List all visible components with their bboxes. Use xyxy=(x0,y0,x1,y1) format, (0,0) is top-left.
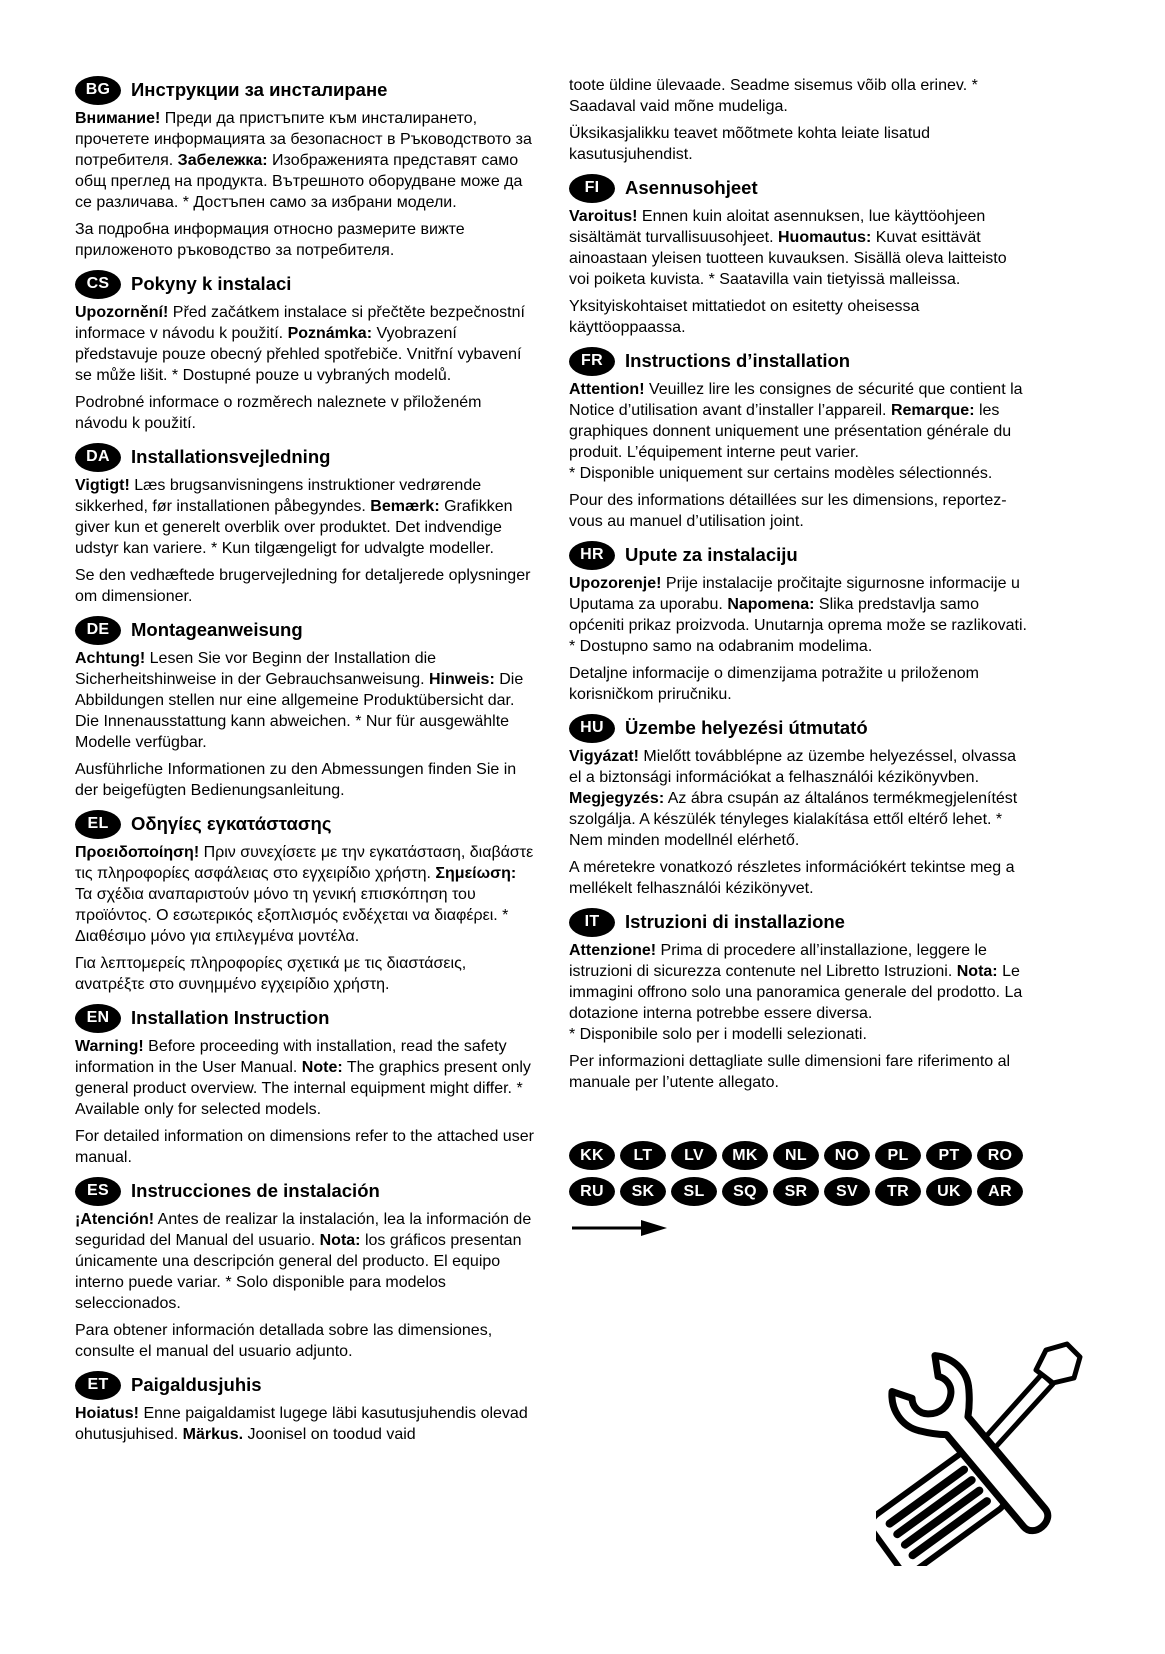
section-fr xyxy=(569,346,1030,532)
section-hr xyxy=(569,540,1030,705)
paragraph: toote üldine ülevaade. Seadme sisemus võib olla erinev. * Saadaval vaid mõne mudeliga. xyxy=(569,77,978,115)
paragraph xyxy=(569,379,1030,463)
section-it xyxy=(569,907,1030,1093)
paragraph: Per informazioni dettagliate sulle dimensioni fare riferimento al manuale per l’utente allegato. xyxy=(569,1053,1011,1091)
text-run: Læs brugsanvisningens instruktioner vedrørende sikkerhed, før installationen påbegyndes. xyxy=(75,477,486,515)
paragraph: * Disponible uniquement sur certains modèles sélectionnés. xyxy=(569,465,993,482)
paragraph: Üksikasjalikku teavet mõõtmete kohta leiate lisatud kasutusjuhendist. xyxy=(569,125,931,163)
text-run: Märkus. xyxy=(182,1426,244,1443)
text-run: Joonisel on toodud vaid xyxy=(243,1426,416,1443)
lang-badge-de-icon: DE xyxy=(75,616,121,645)
section-heading xyxy=(569,713,1030,743)
text-run: Prije instalacije pročitajte sigurnosne informacije u Uputama za uporabu. xyxy=(569,575,1025,613)
paragraph xyxy=(75,302,536,386)
text-run: Upozorenje! xyxy=(569,575,662,592)
lang-badge-no-icon: NO xyxy=(824,1141,870,1170)
section-et-continued xyxy=(569,75,1030,165)
section-es xyxy=(75,1176,536,1362)
text-run: Преди да пристъпите към инсталирането, прочетете информацията за безопасност в Ръководството за потребителя. xyxy=(75,110,537,169)
paragraph: Para obtener información detallada sobre las dimensiones, consulte el manual del usuario adjunto. xyxy=(75,1322,493,1360)
lang-badge-kk-icon: KK xyxy=(569,1141,615,1170)
lang-badge-mk-icon: MK xyxy=(722,1141,768,1170)
section-title: Montageanweisung xyxy=(131,619,303,640)
section-hu xyxy=(569,713,1030,899)
left-column xyxy=(75,75,536,1451)
text-run: Lesen Sie vor Beginn der Installation die Sicherheitshinweise in der Gebrauchsanweisung. xyxy=(75,650,441,688)
section-title: Paigaldusjuhis xyxy=(131,1374,262,1395)
section-title: Οδηγίες εγκατάστασης xyxy=(131,813,332,834)
paragraph xyxy=(569,940,1030,1024)
section-en xyxy=(75,1003,536,1168)
paragraph: Detaljne informacije o dimenzijama potražite u priloženom korisničkom priručniku. xyxy=(569,665,979,703)
text-run: Hinweis: xyxy=(428,671,495,688)
text-run: Veuillez lire les consignes de sécurité que contient la Notice d’utilisation avant d’installer l’appareil. xyxy=(569,381,1027,419)
section-heading xyxy=(569,173,1030,203)
section-title: Asennusohjeet xyxy=(625,177,758,198)
text-run: Remarque: xyxy=(890,402,975,419)
section-heading xyxy=(75,615,536,645)
paragraph: A méretekre vonatkozó részletes információkért tekintse meg a mellékelt felhasználói kézikönyvet. xyxy=(569,859,1015,897)
section-title: Инструкции за инсталиране xyxy=(131,79,388,100)
lang-badge-hr-icon: HR xyxy=(569,541,615,570)
text-run: Mielőtt továbblépne az üzembe helyezéssel, olvassa el a biztonsági információkat a felhasználói kézikönyvben. xyxy=(569,748,1021,786)
text-run: Bemærk: xyxy=(370,498,440,515)
paragraph xyxy=(75,475,536,559)
lang-badge-ru-icon: RU xyxy=(569,1177,615,1206)
other-languages-badges xyxy=(569,1141,1030,1240)
lang-badge-it-icon: IT xyxy=(569,908,615,937)
section-heading xyxy=(569,540,1030,570)
section-title: Pokyny k instalaci xyxy=(131,273,292,294)
text-run: Note: xyxy=(301,1059,343,1076)
text-run: Nota: xyxy=(956,963,998,980)
section-heading xyxy=(75,809,536,839)
text-run: Varoitus! xyxy=(569,208,638,225)
lang-badge-fi-icon: FI xyxy=(569,174,615,203)
section-title: Istruzioni di installazione xyxy=(625,911,845,932)
section-title: Üzembe helyezési útmutató xyxy=(625,717,868,738)
lang-badge-sl-icon: SL xyxy=(671,1177,717,1206)
paragraph: For detailed information on dimensions refer to the attached user manual. xyxy=(75,1128,534,1166)
lang-badge-da-icon: DA xyxy=(75,443,121,472)
paragraph xyxy=(569,206,1030,290)
text-run: Πριν συνεχίσετε με την εγκατάσταση, διαβάστε τις πληροφορίες ασφάλειας στο εγχειρίδιο χρήστη. xyxy=(75,844,538,882)
lang-badge-en-icon: EN xyxy=(75,1004,121,1033)
paragraph: За подробна информация относно размерите вижте приложеното ръководство за потребителя. xyxy=(75,221,465,259)
lang-badge-hu-icon: HU xyxy=(569,714,615,743)
text-run: Warning! xyxy=(75,1038,144,1055)
badge-row-1 xyxy=(569,1141,1030,1170)
text-run: Grafikken giver kun et generelt overblik over produktet. Det indvendige udstyr kan variere. * Kun tilgængeligt for udvalgte modeller. xyxy=(75,498,518,557)
right-arrow-icon xyxy=(571,1216,1030,1240)
text-run: Die Abbildungen stellen nur eine allgemeine Produktübersicht dar. Die Innenausstattung kann abweichen. * Nur für ausgewählte Modelle verfügbar. xyxy=(75,671,527,751)
paragraph: * Disponibile solo per i modelli selezionati. xyxy=(569,1026,867,1043)
section-heading xyxy=(75,442,536,472)
lang-badge-ro-icon: RO xyxy=(977,1141,1023,1170)
text-run: Hoiatus! xyxy=(75,1405,139,1422)
paragraph xyxy=(569,573,1030,657)
paragraph xyxy=(75,1036,536,1120)
paragraph xyxy=(75,1403,536,1445)
lang-badge-es-icon: ES xyxy=(75,1177,121,1206)
text-run: Upozornění! xyxy=(75,304,169,321)
text-run: Vigtigt! xyxy=(75,477,130,494)
text-run: Le immagini offrono solo una panoramica generale del prodotto. La dotazione interna potrebbe essere diversa. xyxy=(569,963,1027,1022)
text-run: Ennen kuin aloitat asennuksen, lue käyttöohjeen sisältämät turvallisuusohjeet. xyxy=(569,208,990,246)
section-title: Instrucciones de instalación xyxy=(131,1180,380,1201)
text-run: Enne paigaldamist lugege läbi kasutusjuhendis olevad ohutusjuhised. xyxy=(75,1405,533,1443)
paragraph: Pour des informations détaillées sur les dimensions, reportez-vous au manuel d’utilisation joint. xyxy=(569,492,1007,530)
lang-badge-uk-icon: UK xyxy=(926,1177,972,1206)
paragraph xyxy=(75,648,536,753)
text-run: Σημείωση: xyxy=(435,865,517,882)
text-run: Τα σχέδια αναπαριστούν μόνο τη γενική επισκόπηση του προϊόντος. Ο εσωτερικός εξοπλισμός ενδέχεται να διαφέρει. * Διαθέσιμο μόνο για επιλεγμένα μοντέλα. xyxy=(75,865,521,945)
section-title: Installation Instruction xyxy=(131,1007,330,1028)
text-run: Before proceeding with installation, read the safety information in the User Manual. xyxy=(75,1038,512,1076)
lang-badge-ar-icon: AR xyxy=(977,1177,1023,1206)
lang-badge-fr-icon: FR xyxy=(569,347,615,376)
text-run: Внимание! xyxy=(75,110,161,127)
text-run: Poznámka: xyxy=(287,325,373,342)
section-heading xyxy=(75,1003,536,1033)
right-column xyxy=(569,75,1030,1451)
text-run: Изображенията представят само общ преглед на продукта. Вътрешното оборудване може да се различава. * Достъпен само за избрани модели. xyxy=(75,152,527,211)
lang-badge-pl-icon: PL xyxy=(875,1141,921,1170)
text-run: Vyobrazení představuje pouze obecný přehled spotřebiče. Vnitřní vybavení se může lišit. * Dostupné pouze u vybraných modelů. xyxy=(75,325,526,384)
lang-badge-bg-icon: BG xyxy=(75,76,121,105)
lang-badge-pt-icon: PT xyxy=(926,1141,972,1170)
text-run: Antes de realizar la instalación, lea la información de seguridad del Manual del usuario. xyxy=(75,1211,536,1249)
text-run: Před začátkem instalace si přečtěte bezpečnostní informace v návodu k použití. xyxy=(75,304,530,342)
section-el xyxy=(75,809,536,995)
lang-badge-sk-icon: SK xyxy=(620,1177,666,1206)
text-run: Prima di procedere all’installazione, leggere le istruzioni di sicurezza contenute nel Libretto Istruzioni. xyxy=(569,942,992,980)
lang-badge-nl-icon: NL xyxy=(773,1141,819,1170)
text-run: Napomena: xyxy=(727,596,815,613)
lang-badge-sr-icon: SR xyxy=(773,1177,819,1206)
section-heading xyxy=(75,1176,536,1206)
section-da xyxy=(75,442,536,607)
text-run: Az ábra csupán az általános termékmegjelenítést szolgálja. A készülék tényleges kialakítása ettől eltérő lehet. * Nem minden modellnél elérhető. xyxy=(569,790,1022,849)
section-heading xyxy=(569,907,1030,937)
paragraph: Podrobné informace o rozměrech naleznete v přiloženém návodu k použití. xyxy=(75,394,482,432)
paragraph xyxy=(75,1209,536,1314)
text-run: los gráficos presentan únicamente una descripción general del producto. El equipo interno puede variar. * Solo disponible para modelos seleccionados. xyxy=(75,1232,526,1312)
paragraph: Se den vedhæftede brugervejledning for detaljerede oplysninger om dimensioner. xyxy=(75,567,531,605)
lang-badge-sv-icon: SV xyxy=(824,1177,870,1206)
lang-badge-el-icon: EL xyxy=(75,810,121,839)
text-run: Kuvat esittävät ainoastaan yleisen tuotteen kuvauksen. Sisällä oleva laitteisto voi poiketa kuvista. * Saatavilla vain tietyissä malleissa. xyxy=(569,229,1012,288)
section-heading xyxy=(75,75,536,105)
paragraph xyxy=(569,746,1030,851)
section-title: Installationsvejledning xyxy=(131,446,331,467)
lang-badge-lv-icon: LV xyxy=(671,1141,717,1170)
lang-badge-sq-icon: SQ xyxy=(722,1177,768,1206)
paragraph: Yksityiskohtaiset mittatiedot on esitetty oheisessa käyttöoppaassa. xyxy=(569,298,920,336)
text-run: Huomautus: xyxy=(777,229,872,246)
lang-badge-cs-icon: CS xyxy=(75,270,121,299)
lang-badge-et-icon: ET xyxy=(75,1371,121,1400)
text-run: ¡Atención! xyxy=(75,1211,155,1228)
section-de xyxy=(75,615,536,801)
paragraph: Για λεπτομερείς πληροφορίες σχετικά με τις διαστάσεις, ανατρέξτε στο συνημμένο εγχειρίδιο χρήστη. xyxy=(75,955,467,993)
lang-badge-tr-icon: TR xyxy=(875,1177,921,1206)
badge-row-2 xyxy=(569,1177,1030,1206)
section-heading xyxy=(75,1370,536,1400)
text-run: Vigyázat! xyxy=(569,748,639,765)
lang-badge-lt-icon: LT xyxy=(620,1141,666,1170)
section-cs xyxy=(75,269,536,434)
text-run: Προειδοποίηση! xyxy=(75,844,200,861)
section-heading xyxy=(569,346,1030,376)
section-fi xyxy=(569,173,1030,338)
section-bg xyxy=(75,75,536,261)
text-run: Megjegyzés: xyxy=(569,790,665,807)
paragraph xyxy=(75,108,536,213)
paragraph: Ausführliche Informationen zu den Abmessungen finden Sie in der beigefügten Bedienungsanleitung. xyxy=(75,761,517,799)
text-run: Slika predstavlja samo općeniti prikaz proizvoda. Unutarnja oprema može se razlikovati. * Dostupno samo na odabranim modelima. xyxy=(569,596,1032,655)
wrench-and-screwdriver-icon xyxy=(876,1336,1088,1566)
section-title: Upute za instalaciju xyxy=(625,544,798,565)
section-heading xyxy=(75,269,536,299)
text-run: Achtung! xyxy=(75,650,146,667)
text-run: les graphiques donnent uniquement une présentation générale du produit. L’équipement interne peut varier. xyxy=(569,402,1016,461)
text-run: Attention! xyxy=(569,381,645,398)
section-et xyxy=(75,1370,536,1445)
text-run: The graphics present only general product overview. The internal equipment might differ. * Available only for selected models. xyxy=(75,1059,536,1118)
paragraph xyxy=(75,842,536,947)
text-run: Attenzione! xyxy=(569,942,657,959)
text-run: Забележка: xyxy=(177,152,268,169)
section-title: Instructions d’installation xyxy=(625,350,851,371)
text-run: Nota: xyxy=(319,1232,361,1249)
